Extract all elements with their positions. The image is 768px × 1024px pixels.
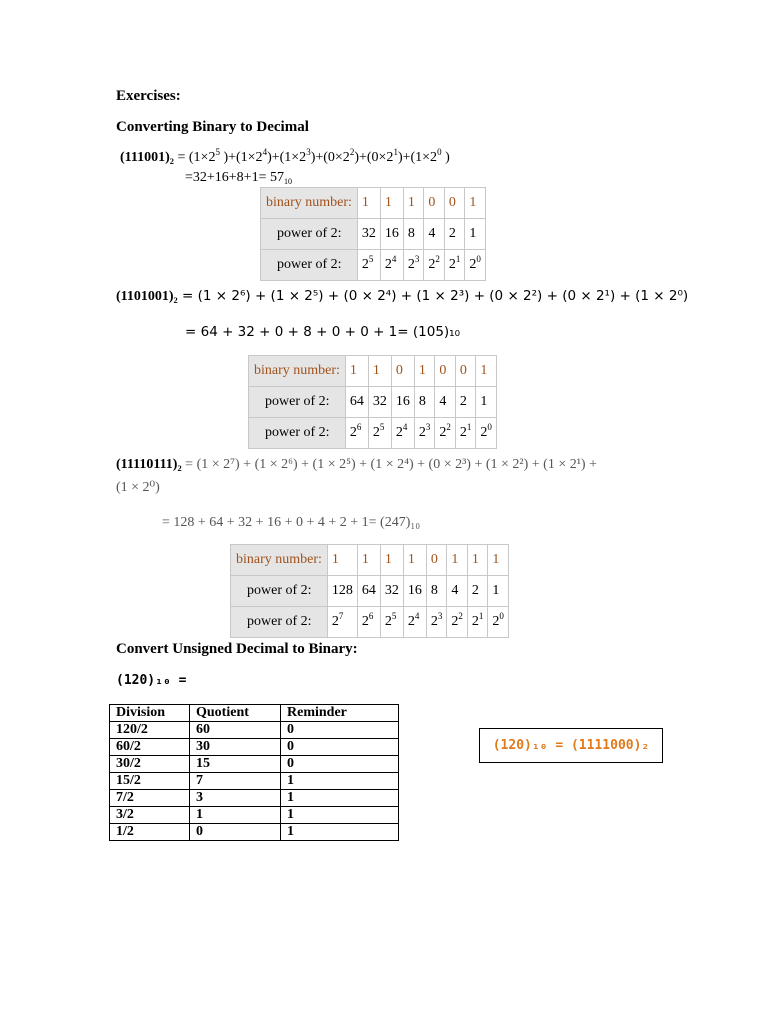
heading-exercises: Exercises: <box>116 88 181 104</box>
quotient-cell: 0 <box>190 824 281 841</box>
binary-digit: 1 <box>414 356 435 387</box>
power-value: 1 <box>488 576 509 607</box>
example2-line1 <box>116 288 688 305</box>
example3-sum: = 128 + 64 + 32 + 16 + 0 + 4 + 2 + 1= (247)₁₀ <box>162 515 421 530</box>
example3-line1 <box>116 457 597 473</box>
reminder-cell: 1 <box>281 773 399 790</box>
answer-box <box>479 728 663 763</box>
table-label: power of 2: <box>261 250 358 281</box>
binary-digit: 0 <box>391 356 414 387</box>
power-value: 4 <box>447 576 468 607</box>
example2-sum: = 64 + 32 + 0 + 8 + 0 + 0 + 1= (105)₁₀ <box>185 324 460 340</box>
example2-lhs: (1101001)₂ <box>116 289 178 304</box>
example2-expansion: = (1 × 2⁶) + (1 × 2⁵) + (0 × 2⁴) + (1 × 2³) + (0 × 2²) + (0 × 2¹) + (1 × 2⁰) <box>177 288 689 304</box>
power-exponent: $2^6$ <box>357 607 380 638</box>
quotient-cell: 60 <box>190 722 281 739</box>
example1-sum: =32+16+8+1= 57 <box>185 170 284 185</box>
example1-line2 <box>185 170 292 186</box>
table-label: power of 2: <box>231 607 328 638</box>
example1-base: 10 <box>283 177 292 186</box>
col-header-reminder: Reminder <box>281 705 399 722</box>
reminder-cell: 0 <box>281 739 399 756</box>
power-value: 4 <box>424 219 445 250</box>
power-exponent: $2^3$ <box>426 607 447 638</box>
power-exponent: $2^0$ <box>488 607 509 638</box>
example3-lhs: (11110111)₂ <box>116 457 182 472</box>
power-value: 1 <box>476 387 497 418</box>
division-cell: 3/2 <box>110 807 190 824</box>
power-value: 8 <box>414 387 435 418</box>
power-value: 2 <box>444 219 465 250</box>
reminder-cell: 1 <box>281 824 399 841</box>
power-value: 32 <box>368 387 391 418</box>
division-cell: 30/2 <box>110 756 190 773</box>
power-exponent: $2^7$ <box>327 607 357 638</box>
power-exponent: $2^5$ <box>357 250 380 281</box>
power-value: 64 <box>345 387 368 418</box>
quotient-cell: 3 <box>190 790 281 807</box>
power-value: 8 <box>403 219 424 250</box>
power-exponent: $2^5$ <box>380 607 403 638</box>
binary-digit: 1 <box>403 545 426 576</box>
binary-digit: 1 <box>465 188 486 219</box>
power-value: 64 <box>357 576 380 607</box>
table-row <box>261 219 486 250</box>
reminder-cell: 0 <box>281 722 399 739</box>
power-exponent: $2^3$ <box>414 418 435 449</box>
binary-table-3 <box>230 544 509 638</box>
binary-digit: 1 <box>380 545 403 576</box>
power-value: 32 <box>380 576 403 607</box>
table-label: binary number: <box>231 545 328 576</box>
binary-digit: 1 <box>488 545 509 576</box>
table-row <box>261 250 486 281</box>
col-header-quotient: Quotient <box>190 705 281 722</box>
power-exponent: $2^6$ <box>345 418 368 449</box>
quotient-cell: 15 <box>190 756 281 773</box>
power-exponent: $2^1$ <box>467 607 488 638</box>
reminder-cell: 1 <box>281 790 399 807</box>
quotient-cell: 7 <box>190 773 281 790</box>
power-value: 8 <box>426 576 447 607</box>
binary-digit: 0 <box>444 188 465 219</box>
binary-digit: 1 <box>476 356 497 387</box>
power-value: 2 <box>467 576 488 607</box>
example1-expansion: = ($1\times 2^5$ )$+(1\times 2^4)+(1\times 2^3)+(0\times 2^2)+(0\times 2^1)+(1\times 2^0$ ) <box>177 147 450 165</box>
power-exponent: $2^2$ <box>435 418 456 449</box>
power-exponent: $2^5$ <box>368 418 391 449</box>
heading-binary-to-decimal: Converting Binary to Decimal <box>116 119 309 135</box>
binary-digit: 1 <box>357 545 380 576</box>
table-row <box>231 576 509 607</box>
example3-expansion: = (1 × 2⁷) + (1 × 2⁶) + (1 × 2⁵) + (1 × 2⁴) + (0 × 2³) + (1 × 2²) + (1 × 2¹) + <box>181 457 597 472</box>
example1-line1 <box>120 147 450 166</box>
power-value: 4 <box>435 387 456 418</box>
division-cell: 120/2 <box>110 722 190 739</box>
reminder-cell: 0 <box>281 756 399 773</box>
division-cell: 1/2 <box>110 824 190 841</box>
table-row <box>110 824 399 841</box>
table-row <box>249 356 497 387</box>
quotient-cell: 30 <box>190 739 281 756</box>
power-value: 2 <box>455 387 476 418</box>
col-header-division: Division <box>110 705 190 722</box>
heading-decimal-to-binary: Convert Unsigned Decimal to Binary: <box>116 641 358 657</box>
binary-digit: 1 <box>447 545 468 576</box>
table-label: power of 2: <box>261 219 358 250</box>
power-exponent: $2^3$ <box>403 250 424 281</box>
decimal-lhs: (120)₁₀ = <box>116 673 187 688</box>
table-row <box>110 756 399 773</box>
binary-digit: 1 <box>380 188 403 219</box>
power-value: 16 <box>403 576 426 607</box>
table-row <box>261 188 486 219</box>
power-exponent: $2^1$ <box>444 250 465 281</box>
table-row <box>110 739 399 756</box>
power-exponent: $2^4$ <box>380 250 403 281</box>
binary-digit: 0 <box>424 188 445 219</box>
division-table <box>109 704 399 841</box>
power-exponent: $2^4$ <box>403 607 426 638</box>
table-row <box>249 387 497 418</box>
binary-digit: 1 <box>403 188 424 219</box>
answer-text: (120)₁₀ = (1111000)₂ <box>492 738 650 753</box>
table-label: binary number: <box>261 188 358 219</box>
table-row <box>231 545 509 576</box>
quotient-cell: 1 <box>190 807 281 824</box>
example1-lhs: (111001)₂ <box>120 150 174 165</box>
table-row <box>110 790 399 807</box>
table-row <box>249 418 497 449</box>
power-exponent: $2^0$ <box>465 250 486 281</box>
table-label: power of 2: <box>249 387 346 418</box>
binary-digit: 0 <box>455 356 476 387</box>
power-exponent: $2^2$ <box>424 250 445 281</box>
binary-digit: 1 <box>357 188 380 219</box>
division-cell: 60/2 <box>110 739 190 756</box>
binary-table-1 <box>260 187 486 281</box>
power-value: 32 <box>357 219 380 250</box>
division-cell: 15/2 <box>110 773 190 790</box>
power-value: 128 <box>327 576 357 607</box>
binary-digit: 1 <box>368 356 391 387</box>
table-label: power of 2: <box>249 418 346 449</box>
power-exponent: $2^2$ <box>447 607 468 638</box>
power-value: 16 <box>391 387 414 418</box>
table-row <box>110 722 399 739</box>
table-row <box>110 773 399 790</box>
reminder-cell: 1 <box>281 807 399 824</box>
table-label: binary number: <box>249 356 346 387</box>
power-exponent: $2^4$ <box>391 418 414 449</box>
power-exponent: $2^0$ <box>476 418 497 449</box>
table-label: power of 2: <box>231 576 328 607</box>
binary-digit: 1 <box>467 545 488 576</box>
example3-line1b: (1 × 2⁰) <box>116 480 160 495</box>
power-value: 16 <box>380 219 403 250</box>
binary-table-2 <box>248 355 497 449</box>
power-value: 1 <box>465 219 486 250</box>
table-row <box>110 807 399 824</box>
binary-digit: 0 <box>435 356 456 387</box>
power-exponent: $2^1$ <box>455 418 476 449</box>
table-header-row <box>110 705 399 722</box>
table-row <box>231 607 509 638</box>
binary-digit: 1 <box>327 545 357 576</box>
binary-digit: 0 <box>426 545 447 576</box>
binary-digit: 1 <box>345 356 368 387</box>
division-cell: 7/2 <box>110 790 190 807</box>
